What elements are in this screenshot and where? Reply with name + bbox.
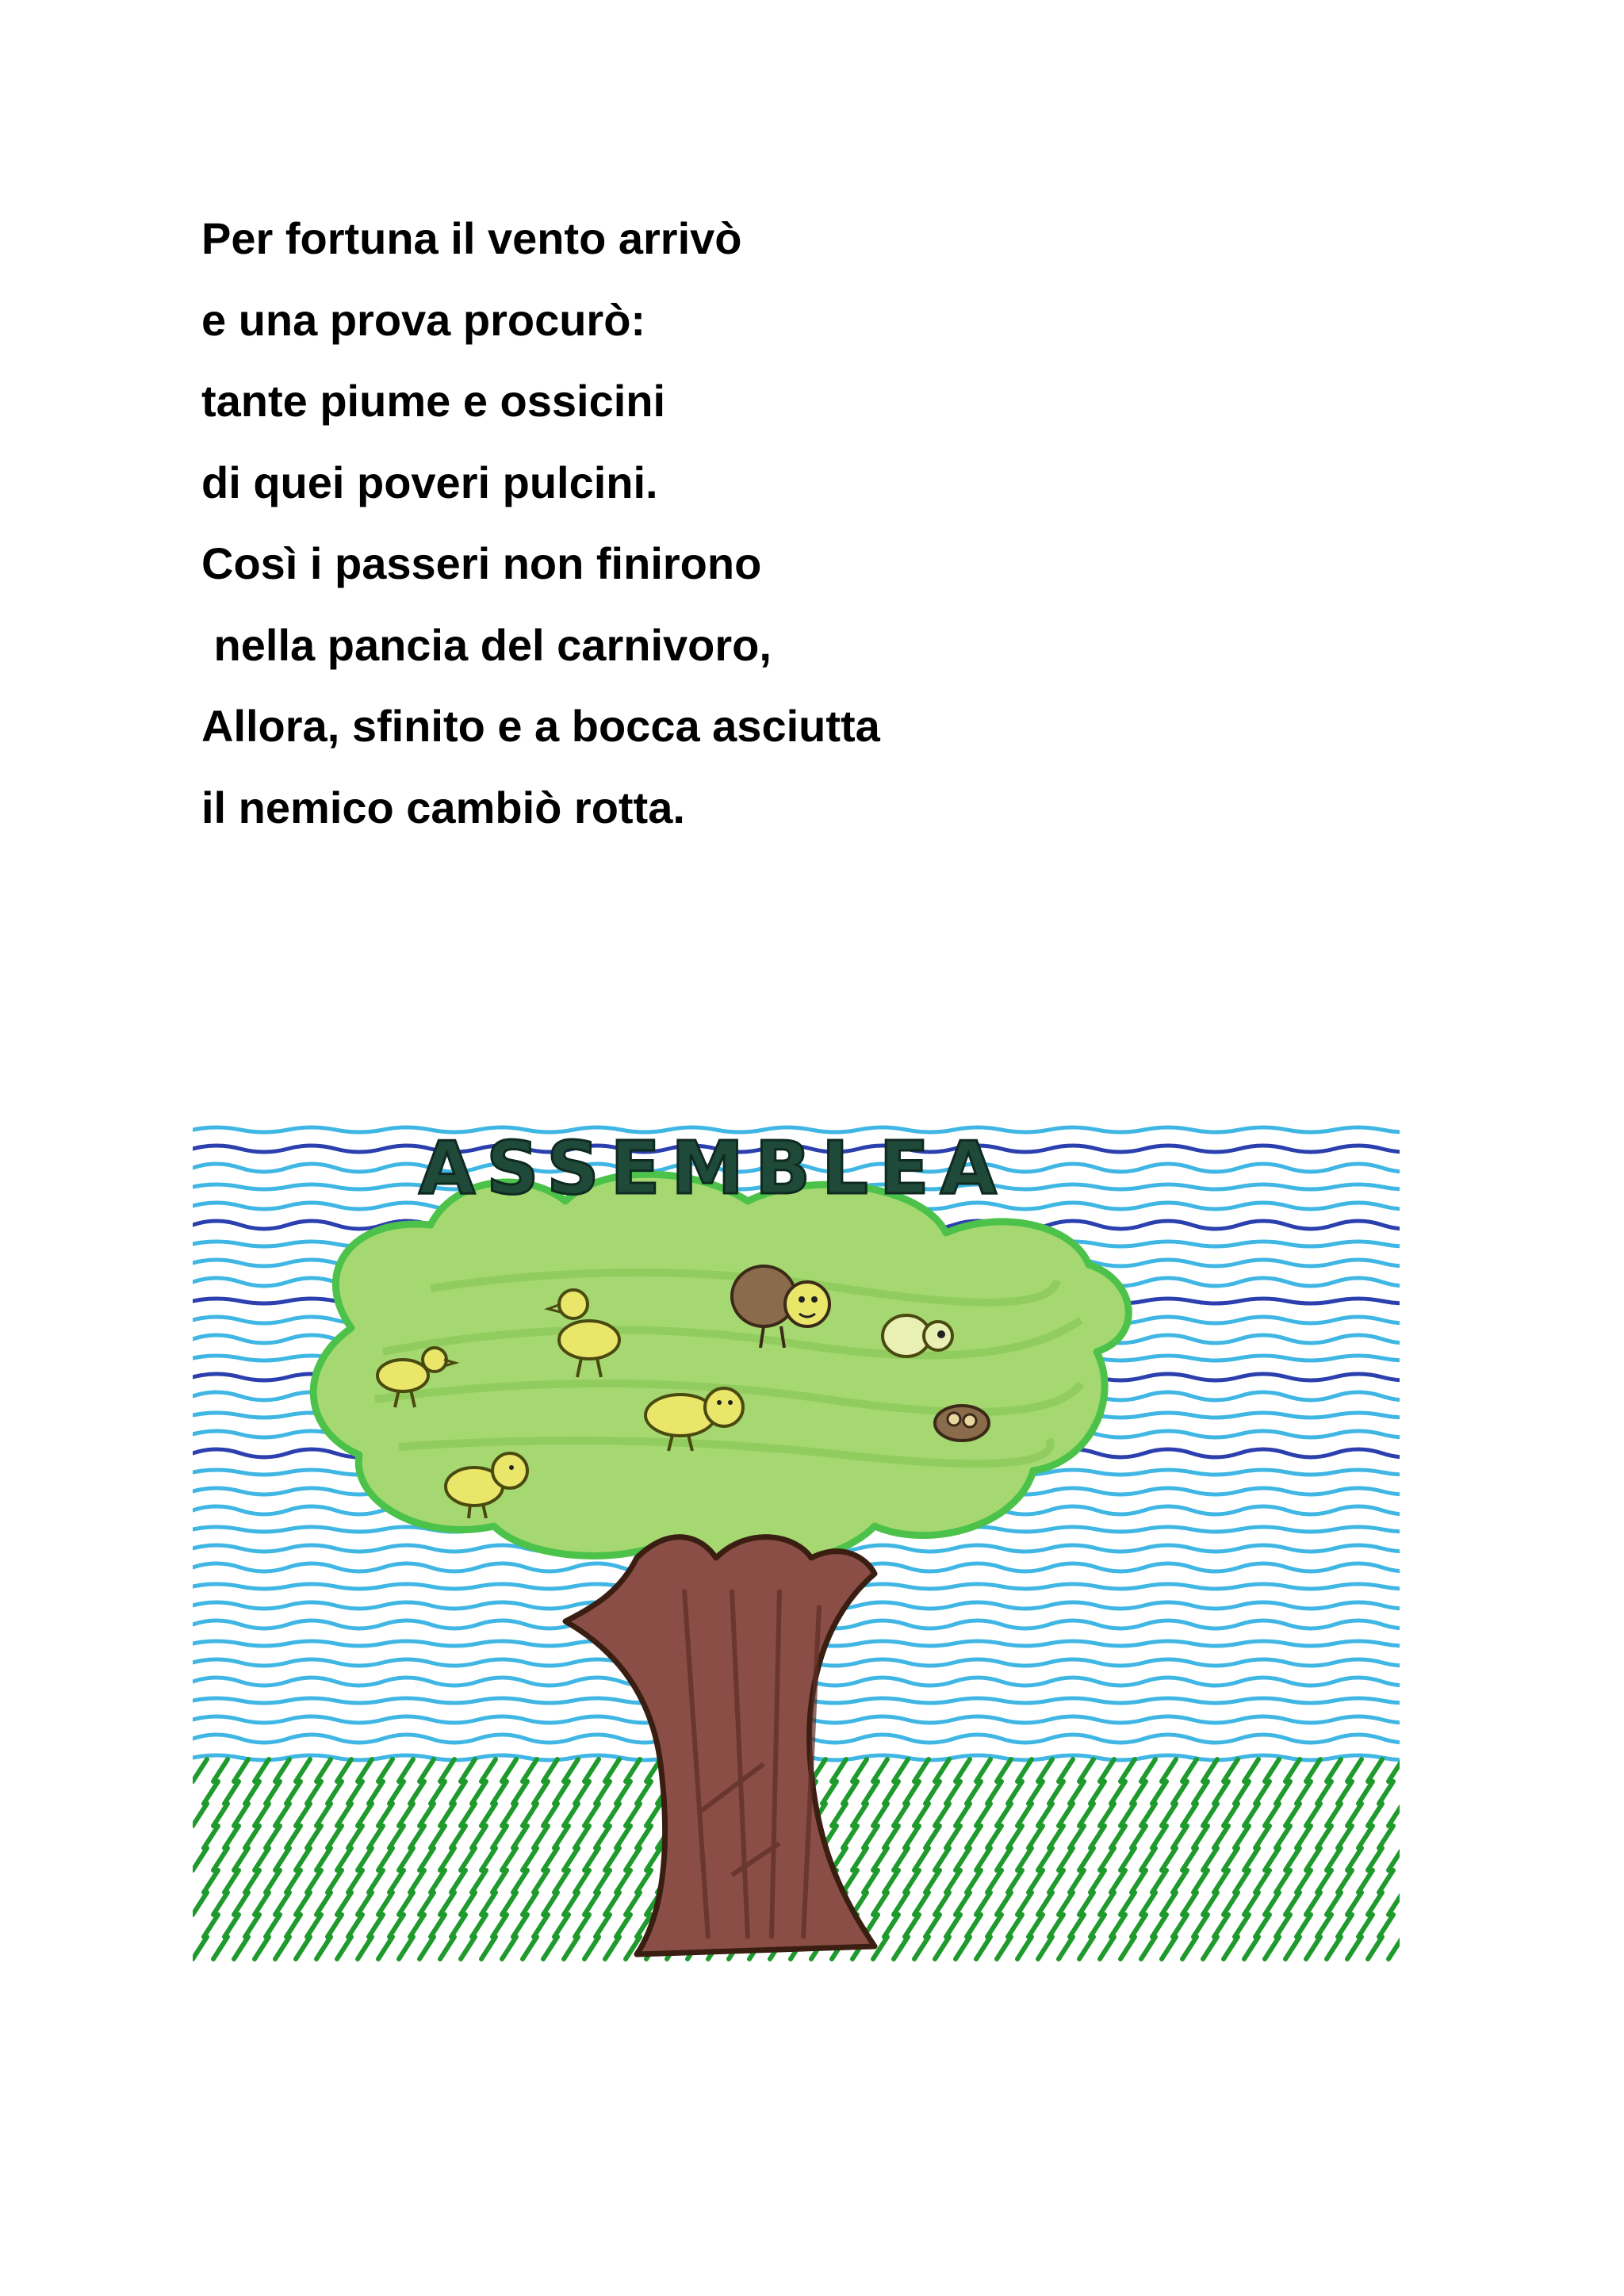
poem-line-6: nella pancia del carnivoro, — [201, 619, 772, 670]
drawing-svg — [193, 1114, 1400, 1966]
sparrow-2 — [935, 1406, 989, 1441]
poem — [201, 198, 1391, 848]
tree-trunk — [565, 1537, 875, 1954]
poem-line-1: Per fortuna il vento arrivò — [201, 213, 742, 263]
chick-3 — [883, 1315, 952, 1357]
poem-line-7: Allora, sfinito e a bocca asciutta — [201, 701, 880, 751]
poem-line-4: di quei poveri pulcini. — [201, 457, 658, 507]
poem-line-5: Così i passeri non finirono — [201, 538, 762, 588]
childs-drawing-tree-with-birds — [193, 1114, 1400, 1966]
drawing-title: ASSEMBLEA — [419, 1126, 1008, 1211]
poem-line-2: e una prova procurò: — [201, 294, 646, 345]
poem-line-3: tante piume e ossicini — [201, 376, 666, 426]
poem-line-8: il nemico cambiò rotta. — [201, 782, 685, 832]
